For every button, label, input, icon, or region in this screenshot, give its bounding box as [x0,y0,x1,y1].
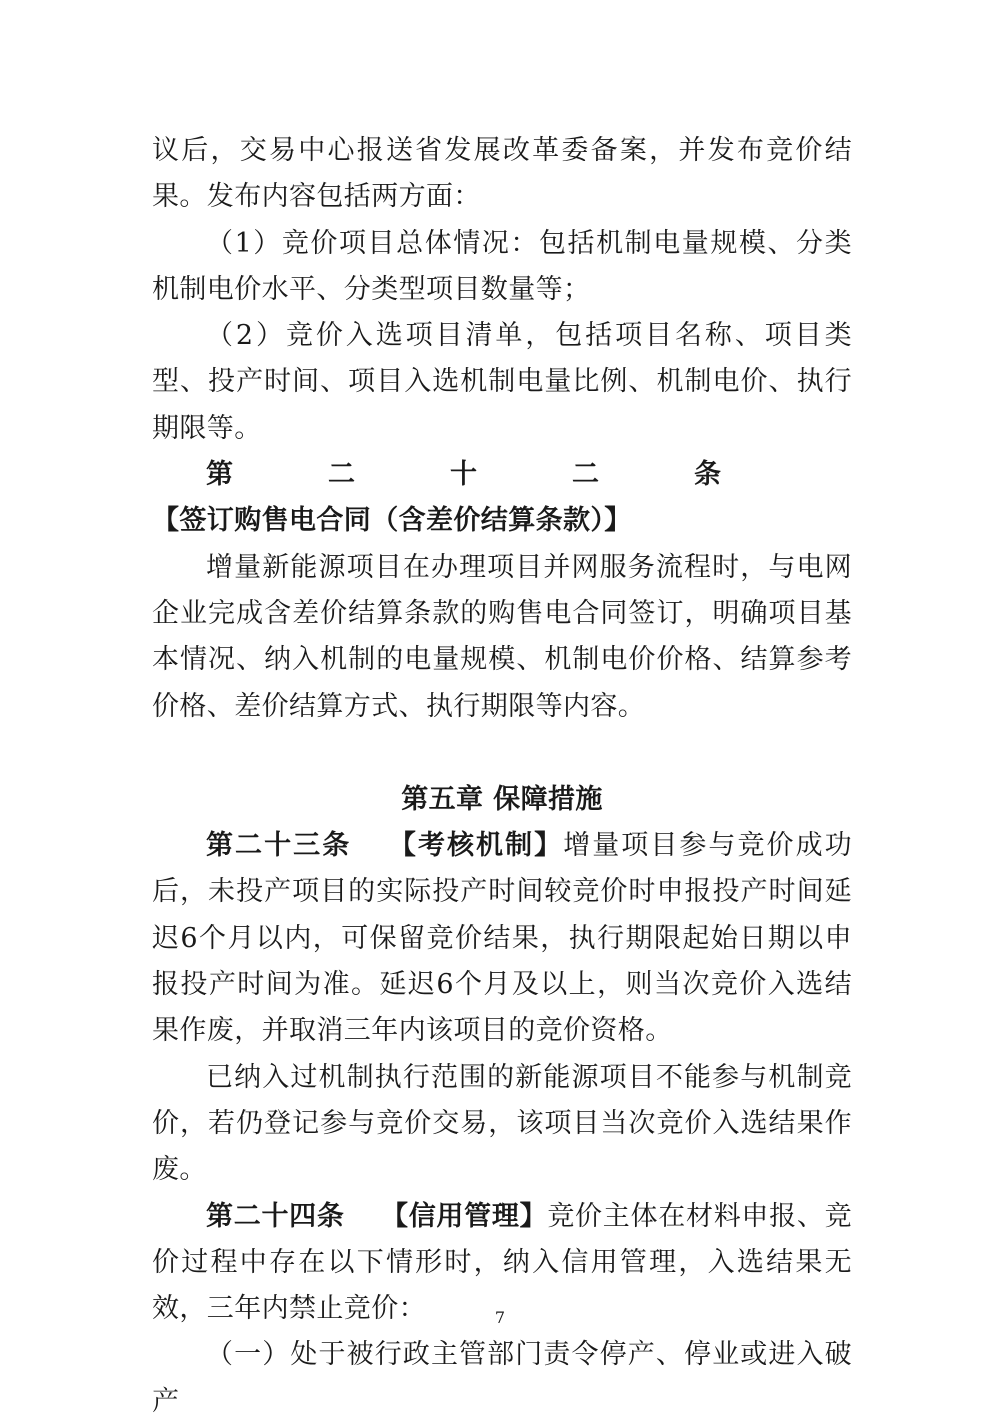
article-22-title: 【签订购售电合同（含差价结算条款）】 [152,505,632,537]
article-23-body: 增量项目参与竞价成功后，未投产项目的实际投产时间较竞价时申报投产时间延迟6个月以内，可保留竞价结果，执行期限起始日期以申报投产时间为准。延迟6个月及以上，则当次竞价入选结果作废，并取消三年内该项目的竞价资格。 [152,830,853,1047]
article-24-item-1: （一）处于被行政主管部门责令停产、停业或进入破产 [152,1339,852,1417]
article-23-number: 第二十三条 [206,830,352,862]
article-22-heading [152,452,852,545]
chapter-title: 第五章 保障措施 [401,783,603,815]
article-22-body: 增量新能源项目在办理项目并网服务流程时，与电网企业完成含差价结算条款的购售电合同签订，明确项目基本情况、纳入机制的电量规模、机制电价价格、结算参考价格、差价结算方式、执行期限等内容。 [152,551,852,722]
article-24-body: 竞价主体在材料申报、竞价过程中存在以下情形时，纳入信用管理，入选结果无效，三年内禁止竞价： [152,1200,852,1325]
article-23-body-2: 已纳入过机制执行范围的新能源项目不能参与机制竞价，若仍登记参与竞价交易，该项目当次竞价入选结果作废。 [152,1061,852,1186]
article-23-title: 【考核机制】 [387,830,564,862]
paragraph-item-2: （2）竞价入选项目清单，包括项目名称、项目类型、投产时间、项目入选机制电量比例、机制电价、执行期限等。 [152,320,852,444]
page-number: 7 [494,1308,506,1327]
section-spacer [152,730,852,777]
body-text [152,128,852,1425]
article-24-number: 第二十四条 [206,1200,345,1232]
article-22-number: 第二十二条 [206,459,816,491]
paragraph-item-1: （1）竞价项目总体情况：包括机制电量规模、分类机制电价水平、分类型项目数量等； [152,227,852,305]
article-24-title: 【信用管理】 [380,1200,548,1232]
paragraph-results-publication: 议后，交易中心报送省发展改革委备案，并发布竞价结果。发布内容包括两方面： [152,135,852,213]
article-23-paragraph [152,823,852,1054]
